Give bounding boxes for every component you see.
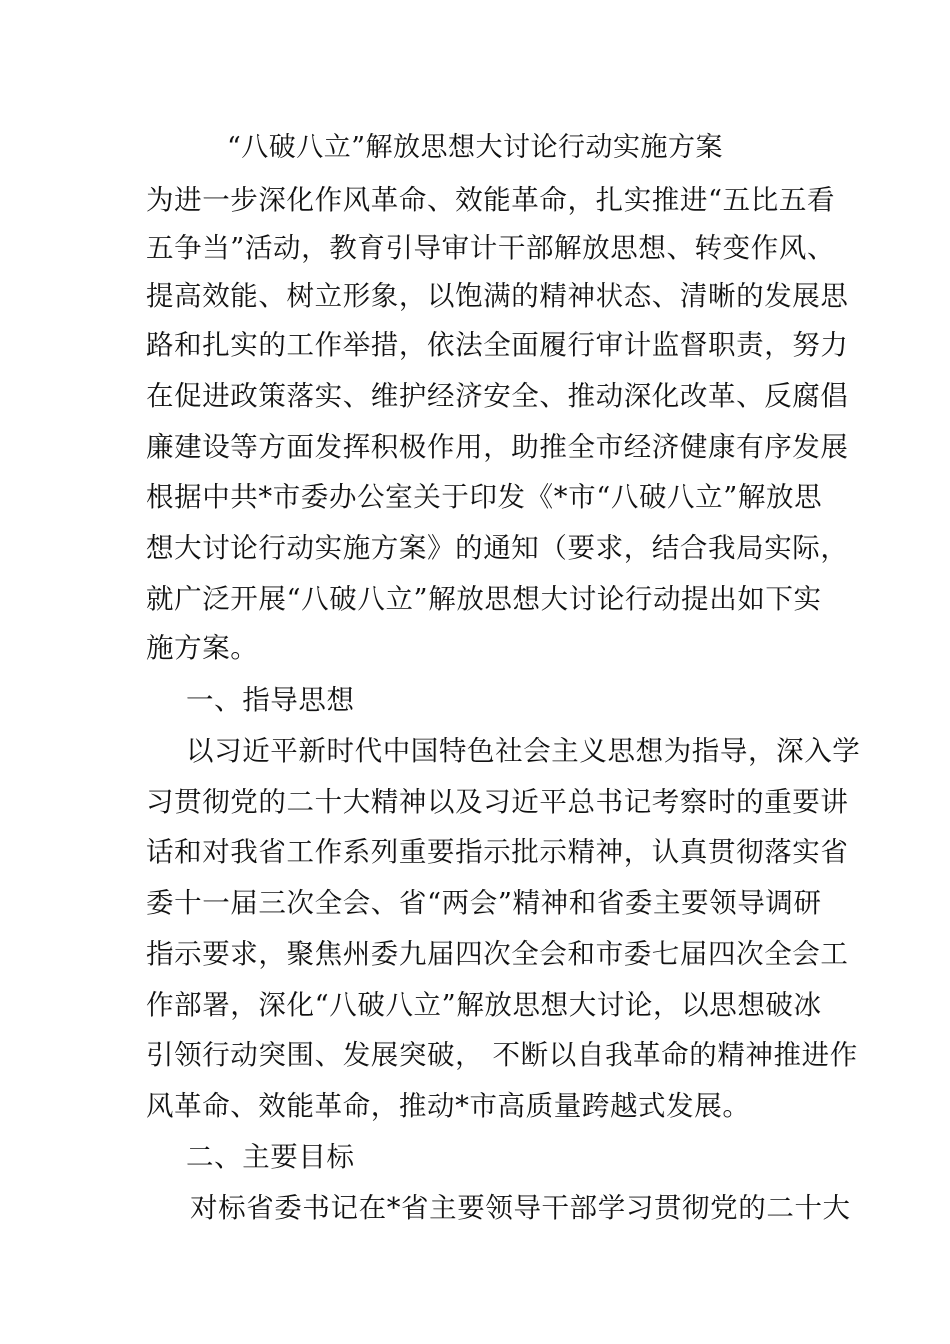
section1-line-8: 风革命、效能革命，推动*市高质量跨越式发展。 xyxy=(146,1090,751,1122)
section1-line-3: 话和对我省工作系列重要指示批示精神，认真贯彻落实省 xyxy=(146,836,849,868)
intro-line-2: 五争当”活动，教育引导审计干部解放思想、转变作风、 xyxy=(146,232,836,264)
section1-line-7: 引领行动突围、发展突破， 不断以自我革命的精神推进作 xyxy=(146,1039,858,1071)
section1-line-6: 作部署，深化“八破八立”解放思想大讨论，以思想破冰 xyxy=(146,989,822,1021)
document-title: “八破八立”解放思想大讨论行动实施方案 xyxy=(226,132,724,163)
intro-line-4: 路和扎实的工作举措，依法全面履行审计监督职责，努力 xyxy=(146,329,849,361)
section-heading-1: 一、指导思想 xyxy=(186,684,355,716)
intro-line-6: 廉建设等方面发挥积极作用，助推全市经济健康有序发展 xyxy=(146,431,849,463)
intro-line-5: 在促进政策落实、维护经济安全、推动深化改革、反腐倡 xyxy=(146,380,849,412)
intro-line-7: 根据中共*市委办公室关于印发《*市“八破八立”解放思 xyxy=(146,481,823,513)
intro-line-9: 就广泛开展“八破八立”解放思想大讨论行动提出如下实 xyxy=(146,583,822,615)
section1-line-2: 习贯彻党的二十大精神以及习近平总书记考察时的重要讲 xyxy=(146,786,849,818)
section2-line-1: 对标省委书记在*省主要领导干部学习贯彻党的二十大 xyxy=(190,1192,851,1224)
intro-line-10: 施方案。 xyxy=(146,632,259,664)
section1-line-1: 以习近平新时代中国特色社会主义思想为指导，深入学 xyxy=(186,735,861,767)
section1-line-4: 委十一届三次全会、省“两会”精神和省委主要领导调研 xyxy=(146,887,822,919)
intro-line-1: 为进一步深化作风革命、效能革命，扎实推进“五比五看 xyxy=(146,184,836,216)
intro-line-3: 提高效能、树立形象，以饱满的精神状态、清晰的发展思 xyxy=(146,280,849,312)
section-heading-2: 二、主要目标 xyxy=(186,1141,355,1173)
intro-line-8: 想大讨论行动实施方案》的通知（要求，结合我局实际， xyxy=(146,532,849,564)
section1-line-5: 指示要求，聚焦州委九届四次全会和市委七届四次全会工 xyxy=(146,938,849,970)
